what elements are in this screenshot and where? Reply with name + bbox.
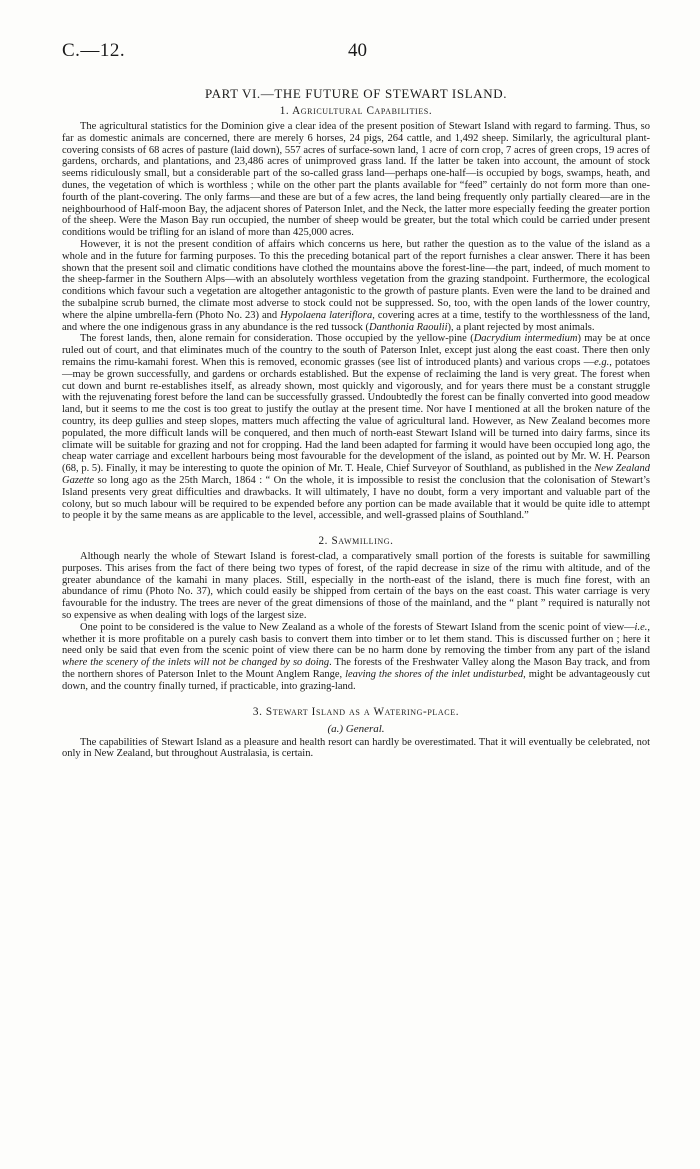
paragraph-sawmilling-1: Although nearly the whole of Stewart Island is forest-clad, a comparatively small portion of the forests is suitable for sawmilling purposes. This arises from the fact of there being two types of forest, of the rapid decrease in size of the rimu with altitude, and of the greater abundance of the kamahi in many places. Still, especially in the north-east of the island, there is much fine forest, with an abundance of rimu (Photo No. 37), which could easily be shipped from certain of the bays on the east coast. This water carriage is very favourable for the industry. The trees are never of the great dimensions of those of the mainland, and the “ plant ” required is naturally not so expensive as when dealing with logs of the largest size. bbox=[62, 551, 650, 622]
section-heading-agricultural: 1. Agricultural Capabilities. bbox=[279, 105, 433, 117]
text-run: , whether it is more profitable on a purely cash basis to convert them into timber or to let them stand. This is discussed further on ; here it need only be said that even from the scenic point of view there can be no harm done by removing the timber from any part of the island bbox=[62, 621, 650, 657]
section-heading-sawmilling: 2. Sawmilling. bbox=[318, 535, 394, 548]
text-run: ), a plant rejected by most animals. bbox=[447, 321, 595, 333]
text-run: , potatoes—may be grown successfully, and gardens or orchards established. But the expense of reclaiming the land is very great. The forest when cut down and burnt re-establishes itself, as already shown, most quickly and vigorously, and for years there must be a constant struggle with the rejuvenating forest before the land can be successfully grassed. Undoubtedly the forest can be finally converted into good meadow land, but it seems to me the cost is too great to justify the outlay at the present time. Nor have I mentioned at all the broken nature of the country, its deep gullies and steep slopes, matters much affecting the value of agricultural land. However, as New Zealand becomes more populated, the more difficult lands will be conquered, and then much of north-east Stewart Island will be turned into dairy farms, since its climate will be suitable for grazing and not for cropping. Had the land been adapted for farming it would have been occupied long ago, the cheap water carriage and excellent harbours being most favourable for the development of the island, as pointed out by Mr. W. H. Pearson (68, p. 5). Finally, it may be interesting to quote the opinion of Mr. T. Heale, Chief Surveyor of Southland, as published in the bbox=[62, 356, 650, 475]
paragraph-agricultural-2 bbox=[62, 239, 650, 333]
paragraph-agricultural-3 bbox=[62, 333, 650, 522]
paragraph-agricultural-1: The agricultural statistics for the Dominion give a clear idea of the present position of Stewart Island with regard to farming. Thus, so far as domestic animals are concerned, there are merely 6 horses, 24 pigs, 264 cattle, and 1,492 sheep. Similarly, the agricultural plant-covering consists of 68 acres of pasture (laid down), 557 acres of surface-sown land, 1 acre of corn crop, 7 acres of green crops, 19 acres of gardens, orchards, and plantations, and 23,486 acres of unimproved grass land. If the latter be taken into account, the amount of stock seems ridiculously small, but a considerable part of the so-called grass land—perhaps one-half—is occupied by bogs, swamps, heath, and dunes, the vegetation of which is worthless ; while on the other part the plants available for “feed” certainly do not form more than one-fourth of the plant-covering. The only farms—and these are but of a few acres, the land being frequently only partially cleared—are in the neighbourhood of Half-moon Bay, the adjacent shores of Paterson Inlet, and the Neck, the latter more especially feeding the greater portion of the sheep. Were the Mason Bay run occupied, the number of sheep would be greater, but the total which could be carried under present conditions would be trifling for an island of more than 425,000 acres. bbox=[62, 121, 650, 239]
text-run: , covering acres at a time, testify to the worthlessness of the land, and where the one indigenous grass in any abundance is the red tussock ( bbox=[62, 309, 650, 333]
text-run: so long ago as the 25th March, 1864 : “ On the whole, it is impossible to resist the conclusion that the colonisation of Stewart’s Island presents very great difficulties and drawbacks. It will ultimately, I have no doubt, form a very important and valuable part of the colony, but so much labour will be required to be expended before any portion can be made available that it would be quite idle to attempt to people it by the same means as are applicable to the level, accessible, and well-grassed plains of Southland.” bbox=[62, 474, 650, 522]
text-run: One point to be considered is the value to New Zealand as a whole of the forests of Stewart Island from the scenic point of view— bbox=[80, 621, 635, 633]
report-reference: C.—12. bbox=[62, 40, 126, 61]
emphasis-text: leaving the shores of the inlet undisturbed bbox=[345, 669, 524, 681]
abbreviation: i.e. bbox=[634, 621, 648, 633]
page-header bbox=[62, 0, 650, 60]
abbreviation: e.g. bbox=[594, 356, 610, 368]
text-run: The forest lands, then, alone remain for consideration. Those occupied by the yellow-pine ( bbox=[80, 333, 474, 345]
text-run: However, it is not the present condition of affairs which concerns us here, but rather the question as to the value of the island as a whole and in the future for farming purposes. To this the preceding botanical part of the report furnishes a clear answer. There it has been shown that the present soil and climatic conditions have clothed the mountains above the forest-line—the part, indeed, of much moment to the sheep-farmer in the Southern Alps—with an absolutely worthless vegetation from the grazing standpoint. Furthermore, the ecological conditions which favour such a vegetation are altogether antagonistic to the growth of pasture plants. Even were the land to be drained and the subalpine scrub burned, the climate most adverse to stock could not be suppressed. So, too, with the open lands of the lower country, where the alpine umbrella-fern (Photo No. 23) and bbox=[62, 238, 650, 321]
page-number: 40 bbox=[348, 40, 367, 61]
text-run: , might be advantageously cut down, and the country finally turned, if practicable, into grazing-land. bbox=[62, 669, 650, 692]
species-name: Hypolaena lateriflora bbox=[280, 309, 373, 321]
publication-title: New Zealand Gazette bbox=[62, 463, 650, 486]
species-name: Dacrydium intermedium bbox=[473, 333, 578, 345]
part-title: PART VI.—THE FUTURE OF STEWART ISLAND. bbox=[204, 86, 508, 101]
paragraph-watering-place-1: The capabilities of Stewart Island as a pleasure and health resort can hardly be overestimated. That it will eventually be celebrated, not only in New Zealand, but throughout Australasia, is certain. bbox=[62, 736, 650, 760]
text-run: ) may be at once ruled out of court, and that eliminates much of the country to the south of Paterson Inlet, except just along the east coast. There then only remains the rimu-kamahi forest. When this is removed, economic grasses (see list of introduced plants) and various crops — bbox=[62, 333, 650, 368]
text-run: . The forests of the Freshwater Valley along the Mason Bay track, and from the northern shores of Paterson Inlet to the Mount Anglem Range, bbox=[62, 657, 650, 681]
section-heading-watering-place: 3. Stewart Island as a Watering-place. bbox=[252, 705, 460, 718]
species-name: Danthonia Raoulii bbox=[369, 321, 448, 333]
paragraph-sawmilling-2 bbox=[62, 622, 650, 693]
subsection-heading-general: (a.) General. bbox=[327, 722, 385, 735]
emphasis-text: where the scenery of the inlets will not be changed by so doing bbox=[62, 657, 330, 669]
